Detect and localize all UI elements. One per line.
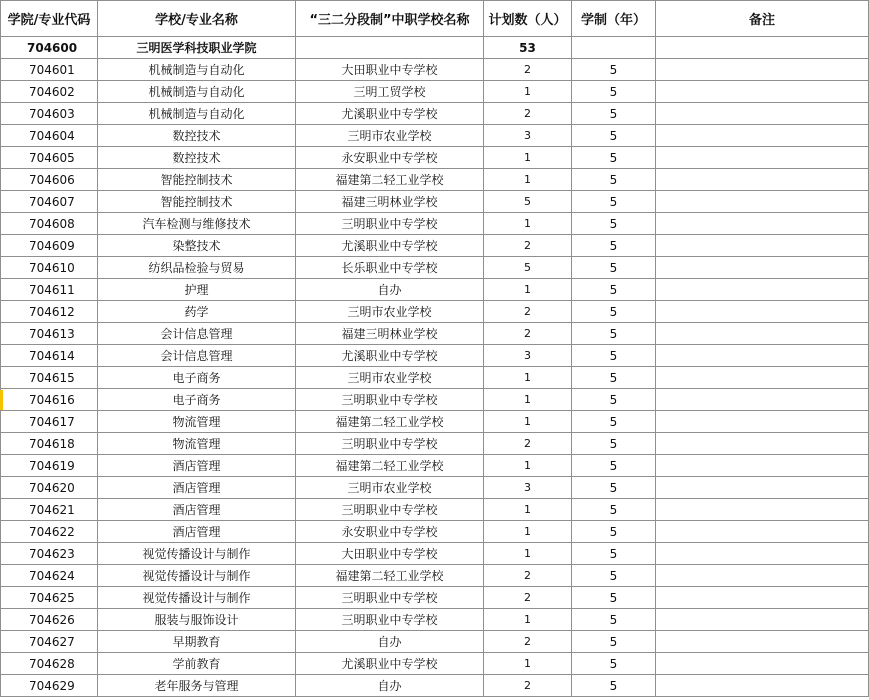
cell-code[interactable]: 704604 [1, 125, 98, 147]
cell-plan[interactable]: 2 [484, 565, 572, 587]
cell-years[interactable]: 5 [572, 587, 656, 609]
cell-name[interactable]: 物流管理 [98, 411, 296, 433]
cell-remark[interactable] [656, 653, 869, 675]
cell-years[interactable]: 5 [572, 59, 656, 81]
cell-name[interactable]: 视觉传播设计与制作 [98, 587, 296, 609]
cell-years[interactable]: 5 [572, 455, 656, 477]
table-row [1, 389, 869, 411]
cell-years[interactable]: 5 [572, 631, 656, 653]
cell-remark[interactable] [656, 455, 869, 477]
cell-remark[interactable] [656, 235, 869, 257]
cell-name[interactable]: 酒店管理 [98, 455, 296, 477]
cell-plan[interactable]: 1 [484, 81, 572, 103]
cell-name[interactable]: 会计信息管理 [98, 345, 296, 367]
table-row [1, 191, 869, 213]
cell-name[interactable]: 酒店管理 [98, 477, 296, 499]
cell-code[interactable]: 704606 [1, 169, 98, 191]
cell-plan[interactable]: 2 [484, 433, 572, 455]
cell-plan[interactable]: 1 [484, 279, 572, 301]
group-plan[interactable]: 53 [484, 37, 572, 59]
cell-remark[interactable] [656, 367, 869, 389]
table-row [1, 565, 869, 587]
cell-partner[interactable]: 福建第二轻工业学校 [296, 411, 484, 433]
cell-years[interactable]: 5 [572, 257, 656, 279]
cell-code[interactable]: 704625 [1, 587, 98, 609]
cell-remark[interactable] [656, 675, 869, 697]
cell-name[interactable]: 酒店管理 [98, 521, 296, 543]
cell-partner[interactable]: 三明职业中专学校 [296, 609, 484, 631]
cell-code[interactable]: 704613 [1, 323, 98, 345]
table-row [1, 587, 869, 609]
cell-partner[interactable]: 自办 [296, 675, 484, 697]
header-code[interactable]: 学院/专业代码 [1, 1, 98, 37]
table-row [1, 125, 869, 147]
cell-code[interactable]: 704602 [1, 81, 98, 103]
cell-plan[interactable]: 1 [484, 367, 572, 389]
cell-plan[interactable]: 1 [484, 455, 572, 477]
group-years[interactable] [572, 37, 656, 59]
cell-partner[interactable]: 福建第二轻工业学校 [296, 565, 484, 587]
cell-code[interactable]: 704608 [1, 213, 98, 235]
cell-partner[interactable]: 三明市农业学校 [296, 301, 484, 323]
cell-partner[interactable]: 三明市农业学校 [296, 125, 484, 147]
cell-remark[interactable] [656, 323, 869, 345]
table-row [1, 301, 869, 323]
group-code[interactable]: 704600 [1, 37, 98, 59]
table-row [1, 169, 869, 191]
group-remark[interactable] [656, 37, 869, 59]
cell-remark[interactable] [656, 169, 869, 191]
cell-name[interactable]: 纺织品检验与贸易 [98, 257, 296, 279]
cell-name[interactable]: 染整技术 [98, 235, 296, 257]
cell-years[interactable]: 5 [572, 323, 656, 345]
cell-years[interactable]: 5 [572, 543, 656, 565]
cell-plan[interactable]: 1 [484, 653, 572, 675]
cell-code[interactable]: 704612 [1, 301, 98, 323]
cell-plan[interactable]: 5 [484, 257, 572, 279]
cell-name[interactable]: 酒店管理 [98, 499, 296, 521]
table-row [1, 345, 869, 367]
cell-years[interactable]: 5 [572, 103, 656, 125]
cell-partner[interactable]: 三明职业中专学校 [296, 213, 484, 235]
group-name[interactable]: 三明医学科技职业学院 [98, 37, 296, 59]
cell-name[interactable]: 机械制造与自动化 [98, 59, 296, 81]
cell-years[interactable]: 5 [572, 367, 656, 389]
cell-plan[interactable]: 1 [484, 147, 572, 169]
table-row [1, 543, 869, 565]
cell-remark[interactable] [656, 345, 869, 367]
cell-years[interactable]: 5 [572, 609, 656, 631]
cell-plan[interactable]: 2 [484, 103, 572, 125]
cell-name[interactable]: 智能控制技术 [98, 191, 296, 213]
cell-remark[interactable] [656, 147, 869, 169]
header-years[interactable]: 学制（年） [572, 1, 656, 37]
cell-name[interactable]: 电子商务 [98, 389, 296, 411]
cell-code[interactable]: 704605 [1, 147, 98, 169]
cell-partner[interactable]: 三明工贸学校 [296, 81, 484, 103]
cell-name[interactable]: 药学 [98, 301, 296, 323]
cell-plan[interactable]: 1 [484, 169, 572, 191]
cell-code[interactable]: 704610 [1, 257, 98, 279]
table-row [1, 609, 869, 631]
cell-plan[interactable]: 2 [484, 587, 572, 609]
cell-code[interactable]: 704627 [1, 631, 98, 653]
cell-partner[interactable]: 大田职业中专学校 [296, 59, 484, 81]
cell-code[interactable]: 704615 [1, 367, 98, 389]
table-row [1, 59, 869, 81]
table-row [1, 521, 869, 543]
cell-remark[interactable] [656, 279, 869, 301]
cell-code[interactable]: 704618 [1, 433, 98, 455]
cell-code[interactable]: 704611 [1, 279, 98, 301]
table-row [1, 675, 869, 697]
cell-code[interactable]: 704607 [1, 191, 98, 213]
cell-remark[interactable] [656, 411, 869, 433]
cell-years[interactable]: 5 [572, 345, 656, 367]
cell-remark[interactable] [656, 213, 869, 235]
cell-plan[interactable]: 1 [484, 609, 572, 631]
table-row [1, 147, 869, 169]
cell-code[interactable]: 704601 [1, 59, 98, 81]
table-row [1, 257, 869, 279]
cell-remark[interactable] [656, 609, 869, 631]
cell-plan[interactable]: 3 [484, 477, 572, 499]
cell-years[interactable]: 5 [572, 125, 656, 147]
cell-partner[interactable]: 尤溪职业中专学校 [296, 103, 484, 125]
cell-name[interactable]: 电子商务 [98, 367, 296, 389]
cell-remark[interactable] [656, 191, 869, 213]
cell-remark[interactable] [656, 477, 869, 499]
header-partner[interactable]: “三二分段制”中职学校名称 [296, 1, 484, 37]
cell-name[interactable]: 汽车检测与维修技术 [98, 213, 296, 235]
cell-code[interactable]: 704626 [1, 609, 98, 631]
cell-name[interactable]: 智能控制技术 [98, 169, 296, 191]
cell-years[interactable]: 5 [572, 235, 656, 257]
cell-name[interactable]: 机械制造与自动化 [98, 103, 296, 125]
table-row [1, 631, 869, 653]
cell-partner[interactable]: 自办 [296, 279, 484, 301]
table-row [1, 411, 869, 433]
cell-name[interactable]: 早期教育 [98, 631, 296, 653]
header-remark[interactable]: 备注 [656, 1, 869, 37]
table-row [1, 103, 869, 125]
table-row [1, 367, 869, 389]
cell-plan[interactable]: 1 [484, 543, 572, 565]
cell-plan[interactable]: 2 [484, 235, 572, 257]
cell-name[interactable]: 物流管理 [98, 433, 296, 455]
table-row [1, 653, 869, 675]
cell-partner[interactable]: 福建第二轻工业学校 [296, 169, 484, 191]
cell-plan[interactable]: 3 [484, 125, 572, 147]
group-partner[interactable] [296, 37, 484, 59]
cell-code[interactable]: 704614 [1, 345, 98, 367]
cell-partner[interactable]: 自办 [296, 631, 484, 653]
cell-years[interactable]: 5 [572, 675, 656, 697]
table-row [1, 323, 869, 345]
cell-plan[interactable]: 2 [484, 675, 572, 697]
cell-partner[interactable]: 长乐职业中专学校 [296, 257, 484, 279]
cell-remark[interactable] [656, 631, 869, 653]
cell-remark[interactable] [656, 565, 869, 587]
table-row [1, 279, 869, 301]
cell-name[interactable]: 老年服务与管理 [98, 675, 296, 697]
cell-name[interactable]: 视觉传播设计与制作 [98, 543, 296, 565]
cell-partner[interactable]: 三明职业中专学校 [296, 587, 484, 609]
cell-name[interactable]: 机械制造与自动化 [98, 81, 296, 103]
cell-remark[interactable] [656, 81, 869, 103]
cell-years[interactable]: 5 [572, 477, 656, 499]
cell-remark[interactable] [656, 389, 869, 411]
cell-partner[interactable]: 三明市农业学校 [296, 477, 484, 499]
cell-name[interactable]: 会计信息管理 [98, 323, 296, 345]
cell-years[interactable]: 5 [572, 169, 656, 191]
cell-years[interactable]: 5 [572, 389, 656, 411]
cell-name[interactable]: 护理 [98, 279, 296, 301]
cell-remark[interactable] [656, 521, 869, 543]
cell-code[interactable]: 704616 [1, 389, 98, 411]
cell-years[interactable]: 5 [572, 213, 656, 235]
cell-code[interactable]: 704629 [1, 675, 98, 697]
header-name[interactable]: 学校/专业名称 [98, 1, 296, 37]
cell-years[interactable]: 5 [572, 81, 656, 103]
cell-remark[interactable] [656, 543, 869, 565]
cell-years[interactable]: 5 [572, 499, 656, 521]
cell-plan[interactable]: 1 [484, 499, 572, 521]
cell-name[interactable]: 学前教育 [98, 653, 296, 675]
cell-plan[interactable]: 2 [484, 59, 572, 81]
cell-code[interactable]: 704609 [1, 235, 98, 257]
table-row [1, 477, 869, 499]
cell-partner[interactable]: 福建第二轻工业学校 [296, 455, 484, 477]
cell-plan[interactable]: 2 [484, 323, 572, 345]
table-row [1, 235, 869, 257]
cell-plan[interactable]: 1 [484, 411, 572, 433]
cell-code[interactable]: 704620 [1, 477, 98, 499]
table-row [1, 499, 869, 521]
cell-name[interactable]: 数控技术 [98, 125, 296, 147]
cell-remark[interactable] [656, 433, 869, 455]
cell-name[interactable]: 服装与服饰设计 [98, 609, 296, 631]
cell-partner[interactable]: 尤溪职业中专学校 [296, 653, 484, 675]
cell-partner[interactable]: 大田职业中专学校 [296, 543, 484, 565]
cell-code[interactable]: 704622 [1, 521, 98, 543]
cell-years[interactable]: 5 [572, 565, 656, 587]
cell-years[interactable]: 5 [572, 653, 656, 675]
cell-plan[interactable]: 2 [484, 631, 572, 653]
cell-plan[interactable]: 1 [484, 521, 572, 543]
cell-partner[interactable]: 三明市农业学校 [296, 367, 484, 389]
header-plan[interactable]: 计划数（人） [484, 1, 572, 37]
header-row [1, 1, 869, 37]
cell-partner[interactable]: 福建三明林业学校 [296, 191, 484, 213]
cell-plan[interactable]: 3 [484, 345, 572, 367]
cell-plan[interactable]: 5 [484, 191, 572, 213]
cell-code[interactable]: 704623 [1, 543, 98, 565]
table-row [1, 213, 869, 235]
cell-partner[interactable]: 三明职业中专学校 [296, 433, 484, 455]
cell-code[interactable]: 704603 [1, 103, 98, 125]
cell-partner[interactable]: 三明职业中专学校 [296, 389, 484, 411]
cell-partner[interactable]: 尤溪职业中专学校 [296, 235, 484, 257]
cell-years[interactable]: 5 [572, 433, 656, 455]
cell-partner[interactable]: 尤溪职业中专学校 [296, 345, 484, 367]
cell-years[interactable]: 5 [572, 279, 656, 301]
cell-partner[interactable]: 三明职业中专学校 [296, 499, 484, 521]
cell-name[interactable]: 视觉传播设计与制作 [98, 565, 296, 587]
cell-remark[interactable] [656, 125, 869, 147]
cell-years[interactable]: 5 [572, 521, 656, 543]
cell-plan[interactable]: 2 [484, 301, 572, 323]
group-row [1, 37, 869, 59]
cell-code[interactable]: 704619 [1, 455, 98, 477]
cell-years[interactable]: 5 [572, 411, 656, 433]
cell-code[interactable]: 704621 [1, 499, 98, 521]
cell-code[interactable]: 704628 [1, 653, 98, 675]
cell-remark[interactable] [656, 59, 869, 81]
cell-remark[interactable] [656, 499, 869, 521]
cell-remark[interactable] [656, 103, 869, 125]
cell-years[interactable]: 5 [572, 147, 656, 169]
cell-remark[interactable] [656, 587, 869, 609]
row-selection-marker [0, 390, 3, 410]
cell-plan[interactable]: 1 [484, 389, 572, 411]
cell-partner[interactable]: 永安职业中专学校 [296, 147, 484, 169]
cell-partner[interactable]: 永安职业中专学校 [296, 521, 484, 543]
table-row [1, 81, 869, 103]
cell-remark[interactable] [656, 257, 869, 279]
cell-name[interactable]: 数控技术 [98, 147, 296, 169]
cell-plan[interactable]: 1 [484, 213, 572, 235]
cell-code[interactable]: 704624 [1, 565, 98, 587]
cell-partner[interactable]: 福建三明林业学校 [296, 323, 484, 345]
table-row [1, 433, 869, 455]
cell-code[interactable]: 704617 [1, 411, 98, 433]
table-row [1, 455, 869, 477]
cell-remark[interactable] [656, 301, 869, 323]
cell-years[interactable]: 5 [572, 191, 656, 213]
cell-years[interactable]: 5 [572, 301, 656, 323]
